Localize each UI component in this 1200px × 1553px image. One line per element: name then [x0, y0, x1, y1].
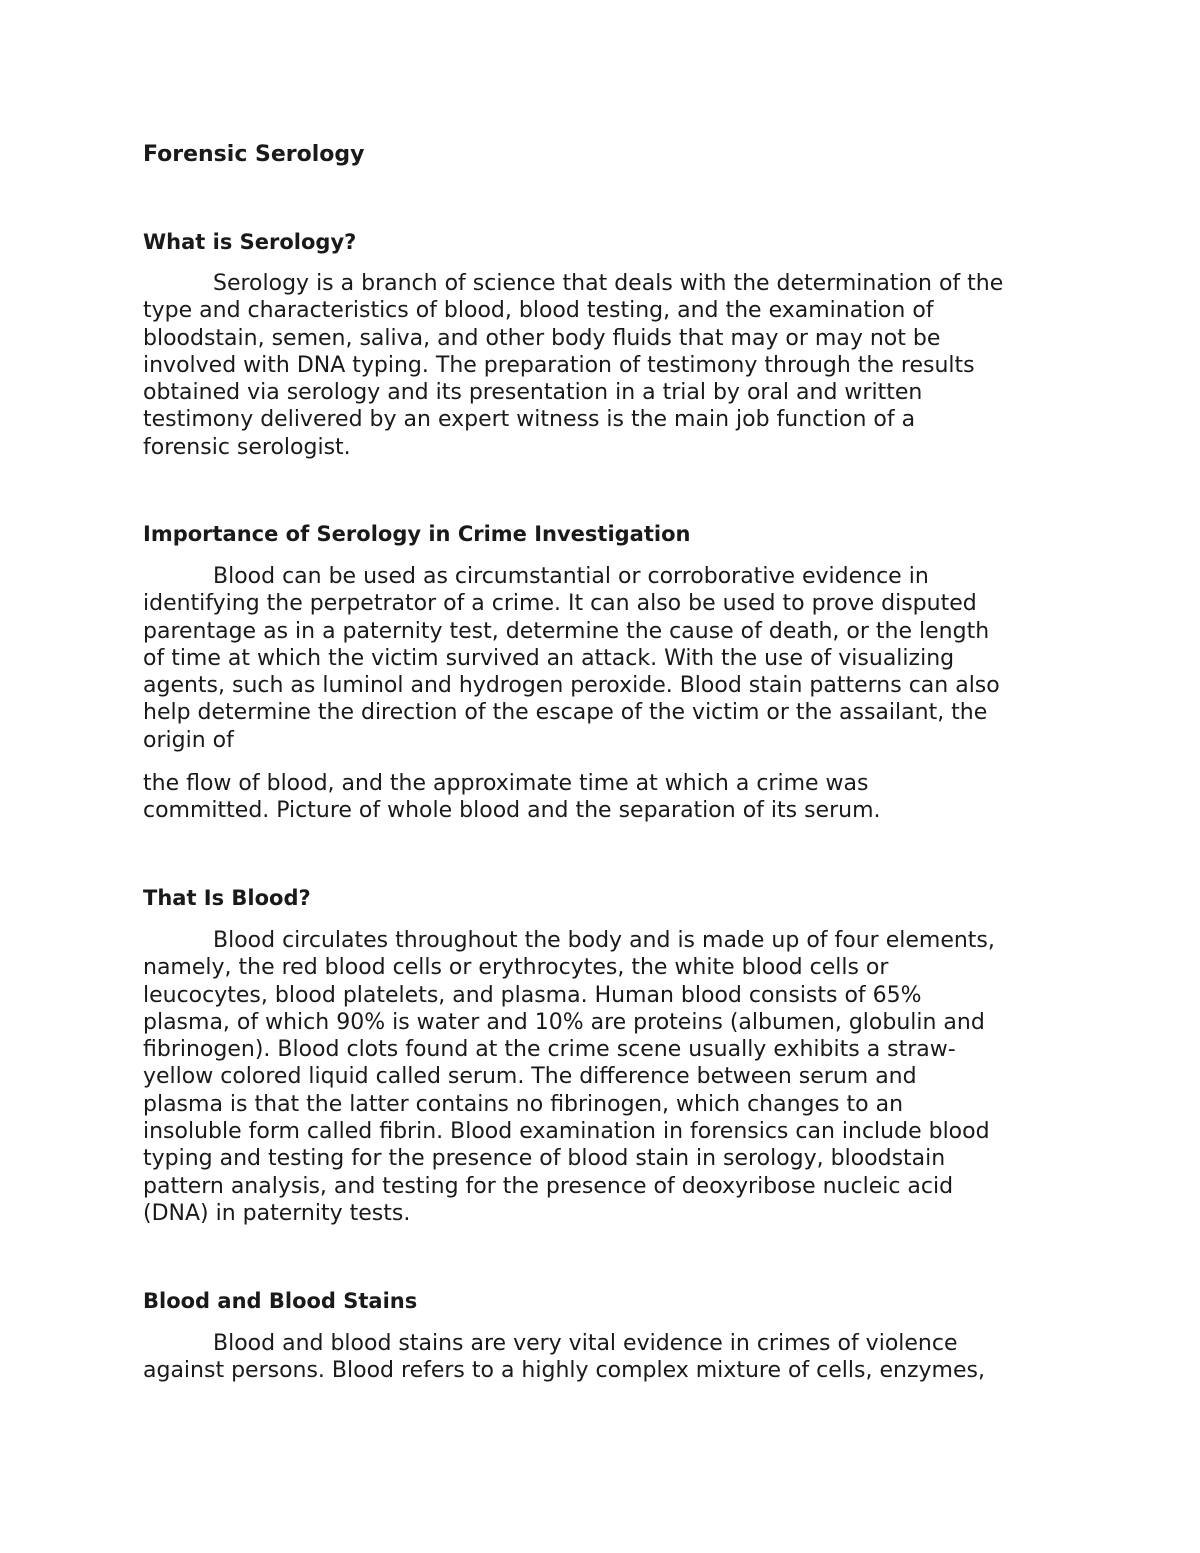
section-heading-blood-and-blood-stains: Blood and Blood Stains [143, 1289, 418, 1313]
paragraph-line: insoluble form called fibrin. Blood examination in forensics can include blood [143, 1119, 990, 1145]
paragraph-line: parentage as in a paternity test, determine the cause of death, or the length [143, 618, 990, 644]
section-heading-that-is-blood: That Is Blood? [143, 886, 311, 910]
paragraph-line: (DNA) in paternity tests. [143, 1200, 411, 1226]
paragraph-line: Serology is a branch of science that deals with the determination of the [213, 271, 1004, 296]
paragraph-importance-continued [143, 770, 881, 825]
paragraph-what-is-serology [143, 270, 1003, 461]
paragraph-line: plasma is that the latter contains no fibrinogen, which changes to an [143, 1091, 904, 1117]
section-heading-what-is-serology: What is Serology? [143, 230, 357, 254]
paragraph-line: type and characteristics of blood, blood testing, and the examination of [143, 298, 934, 324]
paragraph-line: namely, the red blood cells or erythrocytes, the white blood cells or [143, 955, 889, 981]
paragraph-line: Blood circulates throughout the body and is made up of four elements, [213, 928, 995, 953]
paragraph-line: origin of [143, 727, 234, 753]
paragraph-line: obtained via serology and its presentation in a trial by oral and written [143, 380, 923, 406]
paragraph-line: leucocytes, blood platelets, and plasma. Human blood consists of 65% [143, 982, 922, 1008]
paragraph-that-is-blood [143, 927, 995, 1227]
section-heading-importance: Importance of Serology in Crime Investigation [143, 522, 691, 546]
paragraph-line: plasma, of which 90% is water and 10% are proteins (albumen, globulin and [143, 1009, 985, 1035]
paragraph-line: forensic serologist. [143, 434, 351, 460]
document-title: Forensic Serology [143, 142, 365, 167]
paragraph-line: identifying the perpetrator of a crime. It can also be used to prove disputed [143, 591, 977, 617]
paragraph-line: bloodstain, semen, saliva, and other body fluids that may or may not be [143, 325, 941, 351]
paragraph-importance [143, 563, 1000, 754]
paragraph-blood-and-blood-stains [143, 1330, 985, 1385]
paragraph-line: pattern analysis, and testing for the presence of deoxyribose nucleic acid [143, 1173, 954, 1199]
paragraph-line: Blood and blood stains are very vital evidence in crimes of violence [213, 1331, 958, 1356]
paragraph-line: help determine the direction of the escape of the victim or the assailant, the [143, 700, 988, 726]
paragraph-line: yellow colored liquid called serum. The difference between serum and [143, 1064, 917, 1090]
paragraph-line: typing and testing for the presence of blood stain in serology, bloodstain [143, 1146, 946, 1172]
paragraph-line: against persons. Blood refers to a highly complex mixture of cells, enzymes, [143, 1358, 985, 1384]
paragraph-line: agents, such as luminol and hydrogen peroxide. Blood stain patterns can also [143, 673, 1000, 699]
paragraph-line: the flow of blood, and the approximate time at which a crime was [143, 771, 869, 796]
paragraph-line: Blood can be used as circumstantial or corroborative evidence in [213, 564, 929, 589]
paragraph-line: involved with DNA typing. The preparation of testimony through the results [143, 352, 975, 378]
paragraph-line: committed. Picture of whole blood and the separation of its serum. [143, 798, 881, 824]
paragraph-line: testimony delivered by an expert witness is the main job function of a [143, 407, 916, 433]
paragraph-line: fibrinogen). Blood clots found at the crime scene usually exhibits a straw- [143, 1037, 956, 1063]
paragraph-line: of time at which the victim survived an attack. With the use of visualizing [143, 645, 955, 671]
